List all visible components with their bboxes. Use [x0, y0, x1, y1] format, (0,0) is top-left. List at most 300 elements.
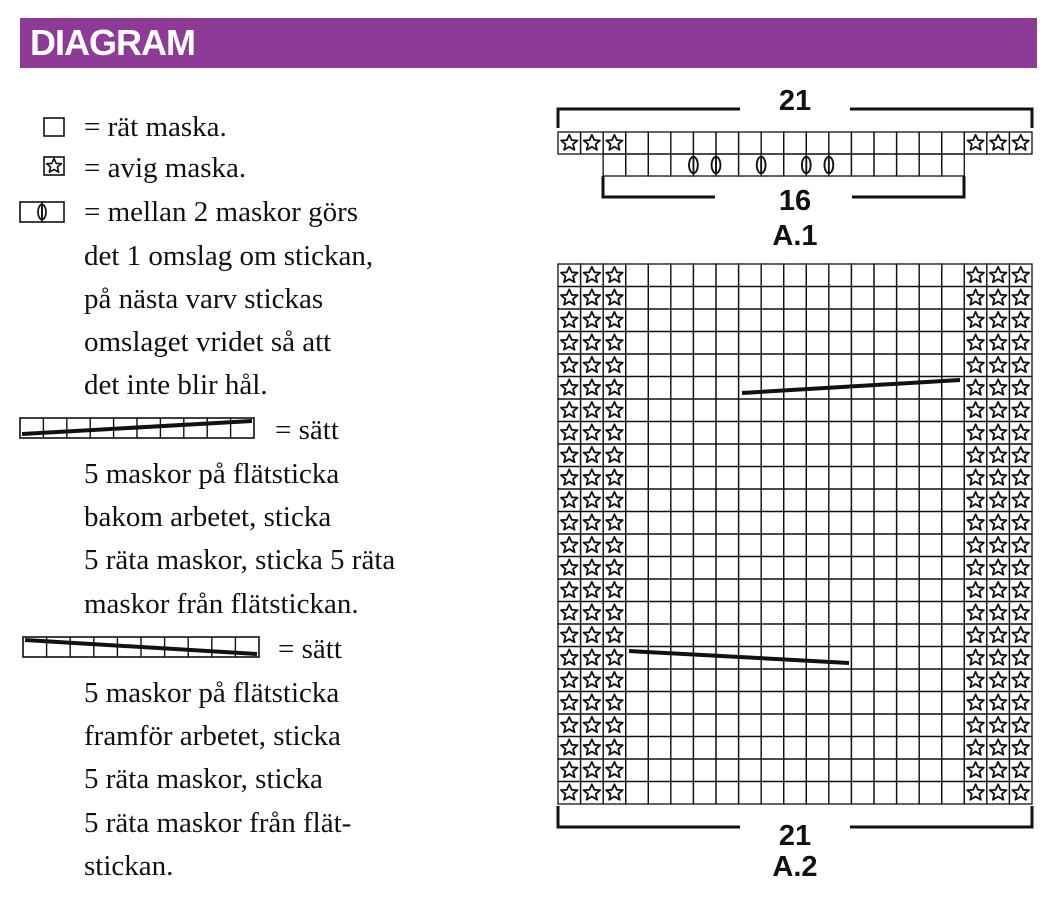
a1-cell-r1-c12	[806, 132, 829, 154]
a2-cell-r24-c6	[671, 782, 694, 805]
a2-cell-r11-c14	[851, 489, 874, 512]
a2-cell-r11-c9	[739, 489, 762, 512]
a2-cell-r7-c17	[919, 399, 942, 422]
a2-purl-r22-c1	[561, 739, 578, 754]
a2-purl-r3-c2	[584, 312, 601, 327]
a2-purl-r17-c19	[967, 627, 984, 642]
a2-cell-r24-c9	[739, 782, 762, 805]
a2-cell-r19-c11	[784, 669, 807, 692]
a2-purl-r21-c1	[561, 717, 578, 732]
a1-top-bracket	[558, 109, 1032, 128]
a2-cell-r4-c13	[829, 332, 852, 355]
a2-cell-r1-c5	[648, 264, 671, 287]
a2-cell-r6-c5	[648, 377, 671, 400]
a2-cell-r13-c6	[671, 534, 694, 557]
a2-cell-r11-c10	[761, 489, 784, 512]
a2-cell-r8-c4	[626, 422, 649, 445]
legend-cable-back-line-1: = sätt	[275, 414, 339, 446]
a2-purl-r23-c3	[606, 762, 623, 777]
a1-yarnover-11	[824, 157, 833, 174]
a2-cell-r18-c6	[671, 647, 694, 670]
a2-cell-r11-c7	[693, 489, 716, 512]
a2-cell-r3-c16	[897, 309, 920, 332]
a1-cell-r2-c6	[716, 154, 739, 176]
a2-cell-r4-c17	[919, 332, 942, 355]
a2-cell-r24-c5	[648, 782, 671, 805]
a2-cell-r24-c7	[693, 782, 716, 805]
a2-cell-r23-c5	[648, 759, 671, 782]
a2-cell-r8-c11	[784, 422, 807, 445]
a2-cell-r10-c12	[806, 467, 829, 490]
a2-cell-r2-c15	[874, 287, 897, 310]
a2-purl-r8-c2	[584, 424, 601, 439]
a2-purl-r1-c21	[1012, 267, 1029, 282]
a2-purl-r4-c20	[990, 334, 1007, 349]
a2-cell-r7-c13	[829, 399, 852, 422]
a2-cell-r20-c4	[626, 692, 649, 715]
a2-cell-r1-c18	[942, 264, 965, 287]
a2-purl-r5-c1	[561, 357, 578, 372]
a2-cell-r14-c10	[761, 557, 784, 580]
a2-cell-r22-c15	[874, 737, 897, 760]
a2-cell-r7-c15	[874, 399, 897, 422]
a2-cell-r11-c8	[716, 489, 739, 512]
a2-purl-r21-c20	[990, 717, 1007, 732]
a2-cell-r21-c9	[739, 714, 762, 737]
a2-cell-r22-c12	[806, 737, 829, 760]
a2-cell-r1-c17	[919, 264, 942, 287]
a2-cell-r9-c15	[874, 444, 897, 467]
a2-cell-r5-c5	[648, 354, 671, 377]
a2-cell-r1-c9	[739, 264, 762, 287]
a2-cell-r14-c16	[897, 557, 920, 580]
a1-purl-r1-c20	[990, 135, 1006, 150]
a2-cell-r18-c13	[829, 647, 852, 670]
a2-purl-r10-c1	[561, 469, 578, 484]
a2-cell-r11-c16	[897, 489, 920, 512]
a2-cell-r13-c7	[693, 534, 716, 557]
a2-purl-r9-c1	[561, 447, 578, 462]
a2-cell-r1-c13	[829, 264, 852, 287]
a2-cell-r24-c18	[942, 782, 965, 805]
a2-cell-r5-c7	[693, 354, 716, 377]
a2-cell-r21-c18	[942, 714, 965, 737]
a2-cell-r9-c18	[942, 444, 965, 467]
a2-cell-r14-c17	[919, 557, 942, 580]
a2-purl-r22-c19	[967, 739, 984, 754]
a2-cell-r11-c11	[784, 489, 807, 512]
a2-cell-r6-c6	[671, 377, 694, 400]
a2-cell-r18-c14	[851, 647, 874, 670]
a2-cell-r17-c4	[626, 624, 649, 647]
a2-cell-r3-c9	[739, 309, 762, 332]
a2-cell-r16-c12	[806, 602, 829, 625]
a2-purl-r22-c20	[990, 739, 1007, 754]
a1-cell-r1-c17	[919, 132, 942, 154]
a2-cell-r14-c18	[942, 557, 965, 580]
a2-cell-r8-c17	[919, 422, 942, 445]
a2-cell-r20-c11	[784, 692, 807, 715]
a2-cell-r22-c16	[897, 737, 920, 760]
a2-cell-r3-c4	[626, 309, 649, 332]
a1-cell-r1-c4	[626, 132, 649, 154]
a1-cell-r1-c7	[693, 132, 716, 154]
a2-cell-r19-c15	[874, 669, 897, 692]
a2-purl-r2-c1	[561, 289, 578, 304]
a2-cell-r5-c13	[829, 354, 852, 377]
a2-purl-r7-c20	[990, 402, 1007, 417]
a2-cell-r20-c7	[693, 692, 716, 715]
a2-purl-r12-c2	[584, 514, 601, 529]
legend-yo-line-4: omslaget vridet så att	[84, 326, 332, 358]
a2-cell-r11-c12	[806, 489, 829, 512]
a1-cell-r2-c10	[806, 154, 829, 176]
a2-cell-r13-c5	[648, 534, 671, 557]
a2-purl-r16-c2	[584, 604, 601, 619]
a2-cell-r20-c12	[806, 692, 829, 715]
a2-cell-r3-c7	[693, 309, 716, 332]
a2-purl-r20-c3	[606, 694, 623, 709]
a2-purl-r15-c19	[967, 582, 984, 597]
a2-cell-r3-c6	[671, 309, 694, 332]
a2-cell-r2-c17	[919, 287, 942, 310]
a2-cell-r16-c10	[761, 602, 784, 625]
a2-cell-r21-c4	[626, 714, 649, 737]
a2-purl-r15-c2	[584, 582, 601, 597]
a2-cell-r7-c11	[784, 399, 807, 422]
a1-purl-r1-c2	[584, 135, 600, 150]
legend-cable-back-line-3: bakom arbetet, sticka	[84, 501, 332, 533]
a2-purl-r10-c3	[606, 469, 623, 484]
a2-cell-r19-c8	[716, 669, 739, 692]
a2-cell-r17-c9	[739, 624, 762, 647]
legend-knit-text: = rät maska.	[84, 111, 227, 143]
a1-purl-r1-c19	[967, 135, 983, 150]
a2-cell-r24-c12	[806, 782, 829, 805]
a2-purl-r20-c21	[1012, 694, 1029, 709]
a2-cell-r20-c8	[716, 692, 739, 715]
a2-purl-r11-c1	[561, 492, 578, 507]
a2-purl-r18-c3	[606, 649, 623, 664]
a1-cell-r2-c14	[897, 154, 920, 176]
a2-cell-r21-c10	[761, 714, 784, 737]
legend-purl-text: = avig maska.	[84, 152, 247, 184]
a2-cell-r5-c18	[942, 354, 965, 377]
a2-purl-r7-c21	[1012, 402, 1029, 417]
a2-cell-r15-c15	[874, 579, 897, 602]
a2-cell-r14-c6	[671, 557, 694, 580]
a2-purl-r13-c20	[990, 537, 1007, 552]
a2-cell-r20-c13	[829, 692, 852, 715]
a2-purl-r6-c21	[1012, 379, 1029, 394]
a2-purl-r18-c20	[990, 649, 1007, 664]
a2-purl-r4-c1	[561, 334, 578, 349]
a2-cell-r22-c18	[942, 737, 965, 760]
a2-cell-r2-c10	[761, 287, 784, 310]
a2-purl-r4-c21	[1012, 334, 1029, 349]
a1-purl-r1-c21	[1013, 135, 1029, 150]
a2-cell-r15-c14	[851, 579, 874, 602]
a2-cell-r5-c11	[784, 354, 807, 377]
a2-cell-r19-c18	[942, 669, 965, 692]
a2-purl-r22-c2	[584, 739, 601, 754]
legend-cable-back-icon	[20, 418, 254, 438]
a2-cell-r9-c7	[693, 444, 716, 467]
a2-cell-r18-c12	[806, 647, 829, 670]
a2-purl-r20-c19	[967, 694, 984, 709]
a2-cell-r23-c4	[626, 759, 649, 782]
a2-cell-r15-c7	[693, 579, 716, 602]
a2-cell-r3-c5	[648, 309, 671, 332]
a2-cell-r9-c4	[626, 444, 649, 467]
a2-cell-r1-c4	[626, 264, 649, 287]
a2-purl-r4-c2	[584, 334, 601, 349]
a2-cell-r7-c6	[671, 399, 694, 422]
a1-cell-r2-c5	[693, 154, 716, 176]
a2-cell-r10-c13	[829, 467, 852, 490]
a2-cell-r12-c17	[919, 512, 942, 535]
a2-cell-r12-c6	[671, 512, 694, 535]
a2-purl-r2-c19	[967, 289, 984, 304]
legend-cable-front-line-6: stickan.	[84, 850, 174, 882]
a2-cell-r15-c8	[716, 579, 739, 602]
a2-cell-r17-c12	[806, 624, 829, 647]
a2-purl-r16-c21	[1012, 604, 1029, 619]
a1-cell-r2-c16	[942, 154, 965, 176]
a2-cell-r23-c18	[942, 759, 965, 782]
a2-purl-r11-c20	[990, 492, 1007, 507]
a2-cell-r23-c8	[716, 759, 739, 782]
a2-purl-r7-c1	[561, 402, 578, 417]
a2-cell-r21-c17	[919, 714, 942, 737]
a2-purl-r2-c20	[990, 289, 1007, 304]
a2-cell-r12-c7	[693, 512, 716, 535]
legend-yarnover-icon	[20, 202, 64, 222]
a2-cell-r20-c16	[897, 692, 920, 715]
a2-cell-r13-c11	[784, 534, 807, 557]
a1-name: A.1	[772, 220, 818, 252]
a2-purl-r5-c21	[1012, 357, 1029, 372]
a2-purl-r24-c20	[990, 784, 1007, 799]
a1-cell-r1-c16	[897, 132, 920, 154]
a2-cell-r12-c8	[716, 512, 739, 535]
a2-purl-r5-c3	[606, 357, 623, 372]
a2-purl-r10-c19	[967, 469, 984, 484]
a2-cell-r22-c10	[761, 737, 784, 760]
a2-purl-r14-c1	[561, 559, 578, 574]
a2-cell-r15-c16	[897, 579, 920, 602]
a2-cell-r17-c13	[829, 624, 852, 647]
a2-purl-r12-c3	[606, 514, 623, 529]
a2-purl-r16-c1	[561, 604, 578, 619]
a2-purl-r3-c19	[967, 312, 984, 327]
a2-cell-r14-c15	[874, 557, 897, 580]
a2-cell-r17-c17	[919, 624, 942, 647]
a2-cell-r13-c18	[942, 534, 965, 557]
a2-purl-r8-c21	[1012, 424, 1029, 439]
a2-purl-r4-c3	[606, 334, 623, 349]
legend-cable-front-line-4: 5 räta maskor, sticka	[84, 763, 323, 795]
a2-purl-r19-c3	[606, 672, 623, 687]
a2-cell-r9-c11	[784, 444, 807, 467]
a2-cell-r22-c6	[671, 737, 694, 760]
a2-purl-r14-c3	[606, 559, 623, 574]
a2-purl-r19-c20	[990, 672, 1007, 687]
legend-cable-front-line-1: = sätt	[278, 633, 342, 665]
a2-cell-r15-c9	[739, 579, 762, 602]
a2-purl-r11-c21	[1012, 492, 1029, 507]
a2-purl-r12-c1	[561, 514, 578, 529]
a2-cell-r17-c15	[874, 624, 897, 647]
a2-cell-r12-c11	[784, 512, 807, 535]
a2-purl-r6-c3	[606, 379, 623, 394]
a2-cell-r6-c15	[874, 377, 897, 400]
a2-cell-r20-c10	[761, 692, 784, 715]
a2-bottom-bracket	[558, 806, 1032, 827]
a2-cell-r21-c12	[806, 714, 829, 737]
a2-purl-r21-c3	[606, 717, 623, 732]
a2-cell-r17-c11	[784, 624, 807, 647]
a2-cell-r15-c18	[942, 579, 965, 602]
a2-cell-r17-c10	[761, 624, 784, 647]
a2-cell-r16-c7	[693, 602, 716, 625]
a2-cell-r19-c13	[829, 669, 852, 692]
a2-cell-r2-c16	[897, 287, 920, 310]
a2-cell-r16-c9	[739, 602, 762, 625]
a1-cell-r1-c9	[739, 132, 762, 154]
a2-cell-r4-c11	[784, 332, 807, 355]
a2-cell-r3-c10	[761, 309, 784, 332]
a2-cell-r10-c5	[648, 467, 671, 490]
a2-cell-r20-c14	[851, 692, 874, 715]
a2-cell-r17-c18	[942, 624, 965, 647]
a2-cell-r23-c7	[693, 759, 716, 782]
legend-cable-front-line-2: 5 maskor på flätsticka	[84, 677, 340, 709]
a2-cell-r22-c8	[716, 737, 739, 760]
legend-cable-front-line-3: framför arbetet, sticka	[84, 720, 341, 752]
a2-cell-r8-c8	[716, 422, 739, 445]
a2-purl-r10-c21	[1012, 469, 1029, 484]
a2-cell-r14-c14	[851, 557, 874, 580]
a2-cell-r12-c15	[874, 512, 897, 535]
a2-cell-r4-c14	[851, 332, 874, 355]
a2-cell-r10-c16	[897, 467, 920, 490]
a2-cell-r5-c4	[626, 354, 649, 377]
a2-cell-r12-c14	[851, 512, 874, 535]
a1-yarnover-6	[712, 157, 721, 174]
a2-cell-r7-c8	[716, 399, 739, 422]
a2-cell-r24-c4	[626, 782, 649, 805]
a2-purl-r11-c3	[606, 492, 623, 507]
a2-cell-r11-c6	[671, 489, 694, 512]
a2-purl-r15-c21	[1012, 582, 1029, 597]
a2-cell-r8-c6	[671, 422, 694, 445]
a2-cell-r21-c8	[716, 714, 739, 737]
a2-cell-r4-c4	[626, 332, 649, 355]
a2-cell-r1-c15	[874, 264, 897, 287]
a2-cell-r19-c9	[739, 669, 762, 692]
a2-cell-r23-c11	[784, 759, 807, 782]
a2-cell-r2-c6	[671, 287, 694, 310]
legend-yo-line-5: det inte blir hål.	[84, 369, 268, 401]
a2-purl-r15-c1	[561, 582, 578, 597]
legend-cable-front-line-5: 5 räta maskor från flät-	[84, 807, 352, 839]
a1-cell-r1-c11	[784, 132, 807, 154]
a2-cell-r20-c5	[648, 692, 671, 715]
a2-cell-r4-c15	[874, 332, 897, 355]
a2-cell-r23-c17	[919, 759, 942, 782]
a2-cell-r7-c7	[693, 399, 716, 422]
a2-cell-r16-c4	[626, 602, 649, 625]
a2-purl-r17-c20	[990, 627, 1007, 642]
a2-cell-r1-c6	[671, 264, 694, 287]
a2-cell-r22-c17	[919, 737, 942, 760]
a2-cell-r2-c7	[693, 287, 716, 310]
a2-purl-r13-c2	[584, 537, 601, 552]
a2-cell-r16-c11	[784, 602, 807, 625]
a2-cell-r16-c5	[648, 602, 671, 625]
a2-cell-r9-c16	[897, 444, 920, 467]
a2-purl-r8-c1	[561, 424, 578, 439]
a2-purl-r18-c2	[584, 649, 601, 664]
a2-purl-r17-c21	[1012, 627, 1029, 642]
a1-cell-r2-c11	[829, 154, 852, 176]
a2-cell-r22-c9	[739, 737, 762, 760]
a2-cell-r20-c17	[919, 692, 942, 715]
a1-cell-r1-c13	[829, 132, 852, 154]
legend-cable-back-line-4: 5 räta maskor, sticka 5 räta	[84, 544, 396, 576]
a1-cell-r1-c18	[942, 132, 965, 154]
a2-cell-r5-c8	[716, 354, 739, 377]
legend-yo-line-3: på nästa varv stickas	[84, 283, 324, 315]
a2-cell-r7-c4	[626, 399, 649, 422]
a2-cell-r16-c16	[897, 602, 920, 625]
a2-purl-r24-c19	[967, 784, 984, 799]
a2-purl-r20-c2	[584, 694, 601, 709]
a2-cell-r6-c10	[761, 377, 784, 400]
a2-purl-r17-c3	[606, 627, 623, 642]
a2-purl-r21-c19	[967, 717, 984, 732]
a2-purl-r19-c2	[584, 672, 601, 687]
a2-cell-r1-c16	[897, 264, 920, 287]
a2-purl-r18-c19	[967, 649, 984, 664]
a2-cell-r21-c14	[851, 714, 874, 737]
a2-purl-r9-c20	[990, 447, 1007, 462]
a2-count: 21	[778, 820, 812, 852]
a2-cell-r20-c18	[942, 692, 965, 715]
a2-purl-r6-c2	[584, 379, 601, 394]
a2-purl-r1-c20	[990, 267, 1007, 282]
a2-cell-r23-c13	[829, 759, 852, 782]
header-title: DIAGRAM	[30, 22, 195, 63]
a2-purl-r24-c1	[561, 784, 578, 799]
a2-cell-r22-c11	[784, 737, 807, 760]
a2-cell-r21-c7	[693, 714, 716, 737]
a2-cell-r10-c18	[942, 467, 965, 490]
a2-cell-r15-c4	[626, 579, 649, 602]
a2-cell-r5-c15	[874, 354, 897, 377]
a2-cell-r17-c16	[897, 624, 920, 647]
a2-cell-r18-c7	[693, 647, 716, 670]
a2-cell-r3-c18	[942, 309, 965, 332]
a2-purl-r13-c3	[606, 537, 623, 552]
a2-cell-r7-c12	[806, 399, 829, 422]
a2-cell-r10-c7	[693, 467, 716, 490]
a2-cell-r2-c11	[784, 287, 807, 310]
legend-cable-front-icon	[23, 637, 259, 657]
a2-cell-r24-c17	[919, 782, 942, 805]
a2-cell-r14-c4	[626, 557, 649, 580]
